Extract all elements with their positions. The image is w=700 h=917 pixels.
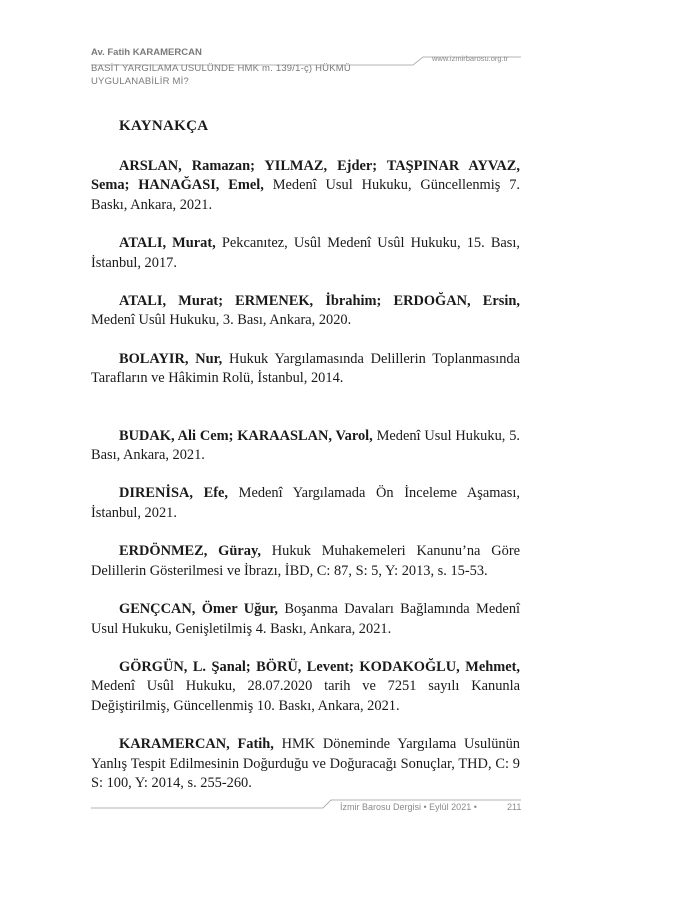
reference-authors: BOLAYIR, Nur, [119,350,223,367]
footer-journal: İzmir Barosu Dergisi • Eylül 2021 • [340,802,477,812]
section-heading: KAYNAKÇA [119,118,209,134]
reference-entry [91,542,520,581]
reference-details: Medenî Usûl Hukuku, 28.07.2020 tarih ve 7251 sayılı Kanunla Değiştirilmiş, Güncellenmiş 10. Baskı, Ankara, 2021. [91,678,520,714]
reference-entry [91,484,520,523]
header-author: Av. Fatih KARAMERCAN [91,47,202,58]
reference-entry [91,234,520,273]
reference-entry [91,658,520,716]
reference-entry [91,350,520,389]
reference-details: HMK Döneminde Yargılama Usulünün Yanlış Tespit Edilmesinin Doğurduğu ve Doğuracağı Sonuçlar, THD, C: 9 S: 100, Y: 2014, s. 255-260. [91,736,520,791]
reference-entry [91,427,520,466]
header-title: BASİT YARGILAMA USULÜNDE HMK m. 139/1-ç) HÜKMÜ UYGULANABİLİR Mİ? [91,63,351,87]
reference-authors: ATALI, Murat, [119,235,216,252]
reference-details: Medenî Usul Hukuku, 5. Bası, Ankara, 2021. [91,427,520,464]
reference-authors: KARAMERCAN, Fatih, [119,736,274,753]
reference-authors: ARSLAN, Ramazan; YILMAZ, Ejder; TAŞPINAR AYVAZ, Sema; HANAĞASI, Emel, [91,158,520,194]
reference-authors: ATALI, Murat; ERMENEK, İbrahim; ERDOĞAN, Ersin, [119,293,520,310]
page-number: 211 [507,802,522,812]
reference-entry [91,735,520,793]
reference-details: Medenî Usul Hukuku, Güncellenmiş 7. Baskı, Ankara, 2021. [91,177,520,213]
reference-authors: BUDAK, Ali Cem; KARAASLAN, Varol, [119,427,373,444]
references-section [91,118,520,812]
reference-authors: GÖRGÜN, L. Şanal; BÖRÜ, Levent; KODAKOĞLU, Mehmet, [119,658,520,675]
reference-entry [91,600,520,639]
header-site: www.izmirbarosu.org.tr [432,54,509,63]
reference-details: Medenî Yargılamada Ön İnceleme Aşaması, İstanbul, 2021. [91,485,520,521]
reference-details: Pekcanıtez, Usûl Medenî Usûl Hukuku, 15. Bası, İstanbul, 2017. [91,235,521,271]
reference-details: Medenî Usûl Hukuku, 3. Bası, Ankara, 2020. [91,312,352,329]
reference-authors: ERDÖNMEZ, Güray, [119,543,261,560]
reference-entry [91,292,520,331]
reference-entry [91,157,520,215]
reference-details: Hukuk Yargılamasında Delillerin Toplanmasında Tarafların ve Hâkimin Rolü, İstanbul, 2014. [91,350,520,387]
reference-authors: DIRENİSA, Efe, [119,485,228,502]
reference-details: Boşanma Davaları Bağlamında Medenî Usul Hukuku, Genişletilmiş 4. Baskı, Ankara, 2021. [91,601,521,637]
reference-authors: GENÇCAN, Ömer Uğur, [119,601,279,618]
reference-details: Hukuk Muhakemeleri Kanunu’na Göre Delillerin Gösterilmesi ve İbrazı, İBD, C: 87, S: 5, Y: 2013, s. 15-53. [91,543,520,579]
